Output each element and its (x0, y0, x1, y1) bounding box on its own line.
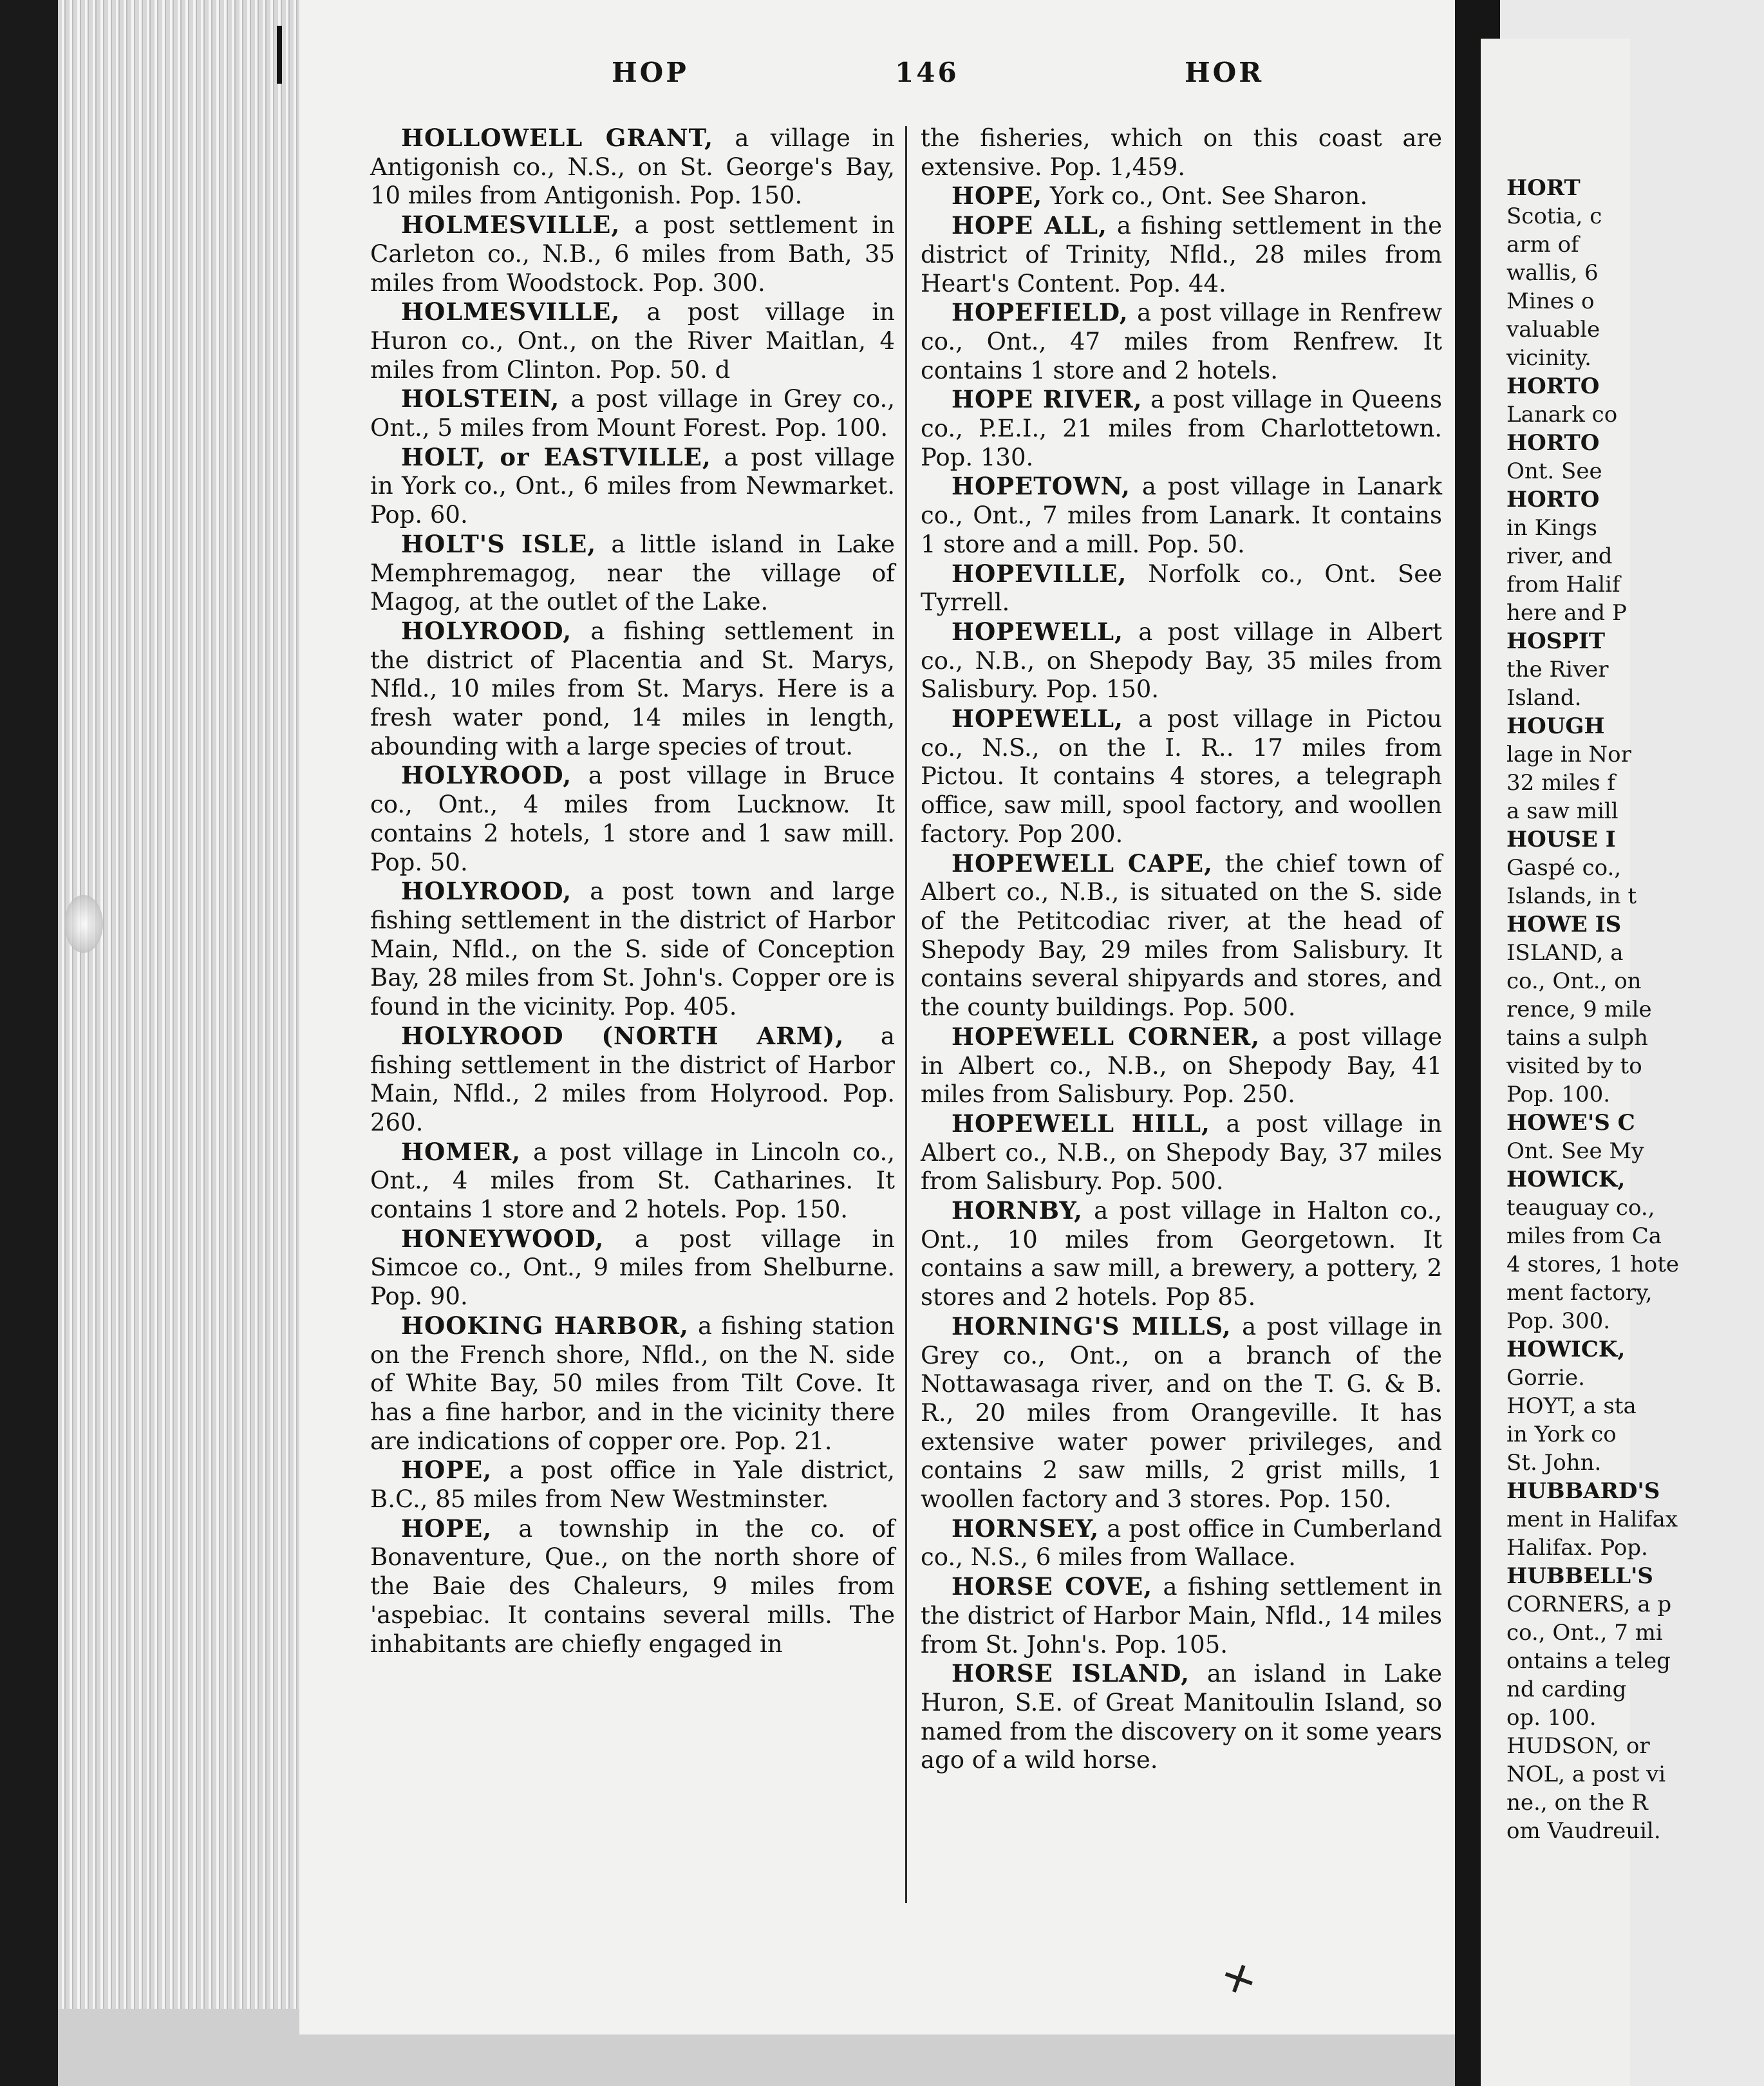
facing-page-line: visited by to (1506, 1053, 1642, 1079)
entry-headword: HOLYROOD (NORTH ARM), (401, 1021, 845, 1050)
entry-text: a post village in Huron co., Ont., on the River Maitlan, 4 miles from Clinton. Pop. 50. d (370, 298, 895, 384)
entry-headword: HOPETOWN, (952, 472, 1131, 501)
entry-headword: HOLT, or EASTVILLE, (401, 442, 711, 471)
gazetteer-entry (921, 385, 1442, 472)
entry-headword: HORNING'S MILLS, (952, 1311, 1232, 1340)
stacked-page-edges (58, 0, 301, 2009)
facing-page-line: HOWICK, (1506, 1337, 1626, 1362)
entry-headword: HOLYROOD, (401, 761, 572, 790)
facing-page-line: om Vaudreuil. (1506, 1818, 1661, 1844)
entry-text: a township in the co. of Bonaventure, Que., on the north shore of the Baie des Chaleurs, 9 miles from 'aspebiac. It contains several mills. The inhabitants are chiefly engaged in (370, 1514, 895, 1658)
running-head-left: HOP (612, 57, 689, 88)
entry-text: a post village in York co., Ont., 6 miles from Newmarket. Pop. 60. (370, 443, 895, 529)
entry-text: a post town and large fishing settlement in the district of Harbor Main, Nfld., on the S. side of Conception Bay, 28 miles from St. John's. Copper ore is found in the vicinity. Pop. 405. (370, 878, 895, 1021)
entry-headword: HORSE COVE, (952, 1572, 1153, 1601)
facing-page-line: Pop. 300. (1506, 1308, 1611, 1334)
facing-page-line: in York co (1506, 1422, 1617, 1447)
facing-page-line: HUBBARD'S (1506, 1478, 1660, 1504)
running-head-right: HOR (1185, 57, 1264, 88)
entry-headword: HOPEWELL, (952, 617, 1123, 646)
facing-page-line: ISLAND, a (1506, 940, 1624, 966)
facing-page-line: Islands, in t (1506, 883, 1637, 909)
entry-headword: HOPE, (401, 1456, 493, 1485)
gazetteer-entry (370, 1022, 895, 1138)
entry-headword: HOPEFIELD, (952, 298, 1129, 327)
gazetteer-entry (370, 1456, 895, 1514)
entry-text: the chief town of Albert co., N.B., is situated on the S. side of the Petitcodiac river, at the head of Shepody Bay, 29 miles from Salisbury. It contains several shipyards and stores, and the county buildings. Pop. 500. (921, 849, 1442, 1022)
facing-page-line: Pop. 100. (1506, 1082, 1611, 1107)
facing-page-line: HORTO (1506, 373, 1600, 399)
entry-text: a post village in Queens co., P.E.I., 21 miles from Charlottetown. Pop. 130. (921, 386, 1442, 471)
facing-page-line: Mines o (1506, 288, 1595, 314)
entry-headword: HONEYWOOD, (401, 1224, 605, 1253)
gazetteer-entry (921, 1312, 1442, 1514)
facing-page-line: teauguay co., (1506, 1195, 1655, 1221)
facing-page-line: HOWE IS (1506, 912, 1622, 937)
facing-page-line: 32 miles f (1506, 770, 1616, 796)
gazetteer-entry (370, 443, 895, 530)
entry-headword: HORNSEY, (952, 1514, 1100, 1543)
entry-text: a post village in Lanark co., Ont., 7 miles from Lanark. It contains 1 store and a mill. Pop. 50. (921, 473, 1442, 558)
facing-page-line: Island. (1506, 685, 1582, 711)
entry-text: a village in Antigonish co., N.S., on St. George's Bay, 10 miles from Antigonish. Pop. 150. (370, 124, 895, 210)
facing-page-line: Halifax. Pop. (1506, 1535, 1648, 1561)
facing-page-line: Scotia, c (1506, 203, 1602, 229)
entry-headword: HOLYROOD, (401, 877, 572, 906)
gazetteer-entry (921, 617, 1442, 704)
entry-headword: HOOKING HARBOR, (401, 1311, 689, 1340)
facing-page-line: wallis, 6 (1506, 260, 1599, 286)
entry-text: a post village in Renfrew co., Ont., 47 miles from Renfrew. It contains 1 store and 2 hotels. (921, 299, 1442, 384)
gazetteer-entry (921, 1659, 1442, 1775)
facing-page-line: Ont. See (1506, 458, 1602, 484)
facing-page-line: HORTO (1506, 487, 1600, 512)
gazetteer-entry (370, 1514, 895, 1659)
entry-text: a fishing station on the French shore, Nfld., on the N. side of White Bay, 50 miles from Tilt Cove. It has a fine harbor, and in the vicinity there are indications of copper ore. Pop. 21. (370, 1311, 895, 1455)
gazetteer-entry (370, 1138, 895, 1225)
facing-page-line: Ont. See My (1506, 1138, 1644, 1164)
facing-page-line: ne., on the R (1506, 1790, 1648, 1816)
entry-headword: HOPE RIVER, (952, 385, 1143, 414)
left-column (370, 124, 895, 1658)
entry-headword: HORSE ISLAND, (952, 1659, 1190, 1688)
gazetteer-entry (921, 182, 1442, 211)
entry-text: a fishing settlement in the district of Placentia and St. Marys, Nfld., 10 miles from St. Marys. Here is a fresh water pond, 14 miles in length, abounding with a large species of trout. (370, 617, 895, 760)
entry-headword: HOPEVILLE, (952, 559, 1127, 588)
entry-headword: HOPE, (952, 182, 1043, 211)
facing-page-line: rence, 9 mile (1506, 997, 1652, 1022)
entry-headword: HOPEWELL CAPE, (952, 849, 1213, 878)
gazetteer-entry (921, 298, 1442, 385)
facing-page-line: HOUGH (1506, 713, 1605, 739)
entry-headword: HOMER, (401, 1137, 521, 1166)
facing-page-lines (1506, 174, 1764, 1845)
facing-page-line: vicinity. (1506, 345, 1591, 371)
entry-headword: HOLT'S ISLE, (401, 529, 597, 558)
facing-page-line: river, and (1506, 543, 1613, 569)
entry-text: a post village in Albert co., N.B., on Shepody Bay, 35 miles from Salisbury. Pop. 150. (921, 617, 1442, 704)
entry-headword: HOLYROOD, (401, 616, 572, 645)
gazetteer-entry (921, 1572, 1442, 1659)
facing-page-line: the River (1506, 657, 1609, 682)
entry-headword: HOPEWELL, (952, 704, 1123, 733)
gazetteer-entry (921, 211, 1442, 298)
gazetteer-entry (370, 384, 895, 442)
facing-page-line: nd carding (1506, 1677, 1627, 1702)
entry-headword: HOPEWELL CORNER, (952, 1022, 1261, 1051)
gazetteer-entry (921, 1109, 1442, 1196)
gazetteer-entry (921, 1022, 1442, 1109)
facing-page-line: Gorrie. (1506, 1365, 1585, 1391)
facing-page-line: HOUSE I (1506, 827, 1616, 852)
column-divider (905, 126, 907, 1903)
facing-page-line: Gaspé co., (1506, 855, 1622, 881)
gazetteer-entry (921, 1514, 1442, 1572)
facing-page-fragment (1481, 39, 1680, 2086)
entry-text: Norfolk co., Ont. See Tyrrell. (921, 559, 1442, 617)
gazetteer-entry (370, 124, 895, 211)
facing-page-line: co., Ont., on (1506, 968, 1642, 994)
gazetteer-entry (921, 849, 1442, 1022)
entry-headword: HOPEWELL HILL, (952, 1109, 1210, 1138)
facing-page-line: op. 100. (1506, 1705, 1597, 1731)
entry-text: the fisheries, which on this coast are extensive. Pop. 1,459. (921, 124, 1442, 181)
facing-page-line: here and P (1506, 600, 1627, 626)
entry-text: a post village in Pictou co., N.S., on the I. R.. 17 miles from Pictou. It contains 4 stores, a telegraph office, saw mill, spool factory, and woollen factory. Pop 200. (921, 705, 1442, 848)
paper-blemish (64, 895, 103, 953)
gazetteer-entry (370, 211, 895, 297)
facing-page-line: valuable (1506, 317, 1600, 343)
facing-page-line: ment in Halifax (1506, 1507, 1678, 1532)
gazetteer-entry (370, 1311, 895, 1456)
entry-text: a post office in Cumberland co., N.S., 6 miles from Wallace. (921, 1514, 1442, 1572)
entry-text: a post village in Simcoe co., Ont., 9 miles from Shelburne. Pop. 90. (370, 1225, 895, 1311)
entry-text: a fishing settlement in the district of Trinity, Nfld., 28 miles from Heart's Content. Pop. 44. (921, 212, 1443, 297)
book-binding-shadow (0, 0, 58, 2086)
entry-headword: HOLLOWELL GRANT, (401, 124, 713, 152)
entry-text: a post settlement in Carleton co., N.B., 6 miles from Bath, 35 miles from Woodstock. Pop. 300. (370, 211, 895, 297)
gazetteer-entry (370, 1225, 895, 1311)
facing-page-line: ontains a teleg (1506, 1648, 1671, 1674)
facing-page-line: 4 stores, 1 hote (1506, 1252, 1680, 1277)
facing-page-line: HUDSON, or (1506, 1733, 1650, 1759)
entry-headword: HOLMESVILLE, (401, 211, 621, 240)
margin-mark (277, 26, 282, 84)
gazetteer-entry (370, 877, 895, 1022)
right-column (921, 124, 1442, 1775)
page-number: 146 (895, 57, 959, 88)
entry-text: a post village in Albert co., N.B., on Shepody Bay, 37 miles from Salisbury. Pop. 500. (921, 1109, 1442, 1196)
facing-page-line: HOYT, a sta (1506, 1393, 1637, 1419)
facing-page-line: miles from Ca (1506, 1223, 1662, 1249)
facing-page-line: from Halif (1506, 572, 1620, 597)
entry-text: a fishing settlement in the district of Harbor Main, Nfld., 14 miles from St. John's. Pop. 105. (921, 1573, 1442, 1658)
entry-text: a fishing settlement in the district of Harbor Main, Nfld., 2 miles from Holyrood. Pop. 260. (370, 1022, 895, 1136)
entry-headword: HOPE ALL, (952, 211, 1107, 240)
gazetteer-entry (921, 472, 1442, 559)
facing-page-line: lage in Nor (1506, 742, 1631, 767)
entry-text: a post village in Lincoln co., Ont., 4 miles from St. Catharines. It contains 1 store and 2 hotels. Pop. 150. (370, 1138, 895, 1224)
facing-page-line: HORT (1506, 175, 1581, 201)
facing-page-line: a saw mill (1506, 798, 1619, 824)
gazetteer-entry (370, 617, 895, 762)
ink-mark: ✕ (1215, 1952, 1264, 2007)
entry-text: York co., Ont. See Sharon. (1042, 182, 1368, 211)
facing-page-line: co., Ont., 7 mi (1506, 1620, 1663, 1646)
gazetteer-entry (921, 124, 1442, 182)
facing-page-line: tains a sulph (1506, 1025, 1648, 1051)
facing-page-line: arm of (1506, 232, 1579, 258)
facing-page-line: HOWE'S C (1506, 1110, 1635, 1136)
gazetteer-entry (921, 559, 1442, 617)
entry-text: a post village in Grey co., Ont., 5 miles from Mount Forest. Pop. 100. (370, 385, 895, 442)
facing-page-line: ment factory, (1506, 1280, 1653, 1306)
entry-text: a post village in Grey co., Ont., on a branch of the Nottawasaga river, and on the T. G. & B. R., 20 miles from Orangeville. It has extensive water power privileges, and contains 2 saw mills, 2 grist mills, 1 woollen factory and 3 stores. Pop. 150. (921, 1312, 1442, 1514)
facing-page-line: HOSPIT (1506, 628, 1606, 654)
facing-page-line: HORTO (1506, 430, 1600, 456)
gazetteer-entry (370, 761, 895, 877)
entry-text: a post office in Yale district, B.C., 85 miles from New Westminster. (370, 1456, 895, 1514)
entry-text: a post village in Albert co., N.B., on Shepody Bay, 41 miles from Salisbury. Pop. 250. (921, 1022, 1442, 1109)
entry-text: a little island in Lake Memphremagog, near the village of Magog, at the outlet of the Lake. (370, 530, 896, 616)
facing-page-line: Lanark co (1506, 402, 1618, 428)
facing-page-line: CORNERS, a p (1506, 1592, 1672, 1617)
entry-text: a post village in Halton co., Ont., 10 miles from Georgetown. It contains a saw mill, a brewery, a pottery, 2 stores and 2 hotels. Pop 85. (921, 1197, 1442, 1311)
gazetteer-entry (921, 704, 1442, 849)
entry-headword: HORNBY, (952, 1196, 1083, 1225)
gazetteer-entry (370, 297, 895, 384)
entry-text: an island in Lake Huron, S.E. of Great Manitoulin Island, so named from the discovery on it some years ago of a wild horse. (921, 1660, 1442, 1774)
gazetteer-entry (370, 530, 895, 617)
facing-page-line: NOL, a post vi (1506, 1762, 1666, 1787)
facing-page-line: in Kings (1506, 515, 1597, 541)
facing-page-line: HOWICK, (1506, 1167, 1626, 1192)
entry-text: a post village in Bruce co., Ont., 4 miles from Lucknow. It contains 2 hotels, 1 store and 1 saw mill. Pop. 50. (370, 762, 895, 876)
entry-headword: HOLMESVILLE, (401, 297, 621, 326)
facing-page-line: HUBBELL'S (1506, 1563, 1653, 1589)
facing-page-line: St. John. (1506, 1450, 1602, 1476)
entry-headword: HOPE, (401, 1514, 493, 1543)
entry-headword: HOLSTEIN, (401, 384, 560, 413)
gazetteer-entry (921, 1196, 1442, 1312)
